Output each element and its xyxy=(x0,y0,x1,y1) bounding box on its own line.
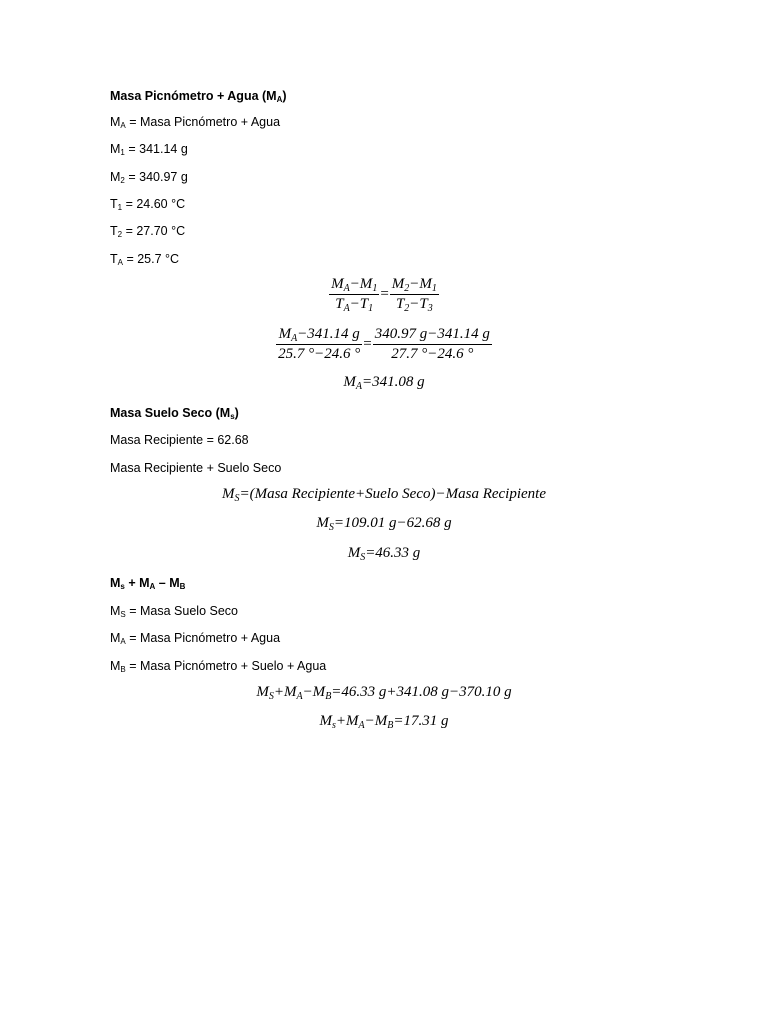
equation-sum-result: $M_s+M_A-M_B=17.31$ g xyxy=(319,713,449,731)
equation-sum-values: $M_S+M_A-M_B=46.33$ g+341.08 g−370.10 g xyxy=(256,684,512,702)
value-m1: $M_1 = 341.14$ g xyxy=(110,142,188,157)
equation-ma-result: $M_A=341.08$ g xyxy=(343,374,425,392)
definition-ma-2: $M_A$ = Masa Picnómetro + Agua xyxy=(110,631,281,646)
section-title-ms-ma-mb: $M_s + M_A - M_B$ xyxy=(110,576,186,591)
equation-interpolation-values: $\frac{M_A-341.14 g}{25.7 ^\circ-24.6 ^\circ}$ = $\frac{340.97 g-341.14 g}{27.7 ^\circ-24.6 ^\circ}$ xyxy=(278,326,490,363)
definition-ms: $M_S$ = Masa Suelo Seco xyxy=(110,604,238,619)
equation-interpolation-formula: $\frac{M_A-M_1}{T_A-T_1}$ = $\frac{M_2-M_1}{T_2-T_3}$ xyxy=(331,276,437,315)
value-masa-recipiente: Masa Recipiente = 62.68 xyxy=(110,433,249,447)
section-title-suelo-seco: Masa Suelo Seco $(M_s)$ xyxy=(110,406,239,421)
equation-ms-values: $M_S=109.01$ g−62.68 g xyxy=(316,515,452,533)
value-m2: $M_2 = 340.97$ g xyxy=(110,170,188,185)
equation-ms-formula: $M_S=(Masa$ Recipiente+Suelo Seco)−Masa Recipiente xyxy=(221,486,546,504)
definition-ma: $M_A$ = Masa Picnómetro + Agua xyxy=(110,115,281,130)
section-title-picnometro-agua: Masa Picnómetro + Agua $(M_A)$ xyxy=(110,89,287,104)
definition-mb: $M_B$ = Masa Picnómetro + Suelo + Agua xyxy=(110,659,327,674)
label-recipiente-suelo-seco: Masa Recipiente + Suelo Seco xyxy=(110,461,282,475)
equation-ms-result: $M_S=46.33$ g xyxy=(347,545,421,563)
value-ta: $T_A = 25.7$ °C xyxy=(110,252,180,267)
value-t2: $T_2 = 27.70$ °C xyxy=(110,224,186,239)
value-t1: $T_1 = 24.60$ °C xyxy=(110,197,186,212)
